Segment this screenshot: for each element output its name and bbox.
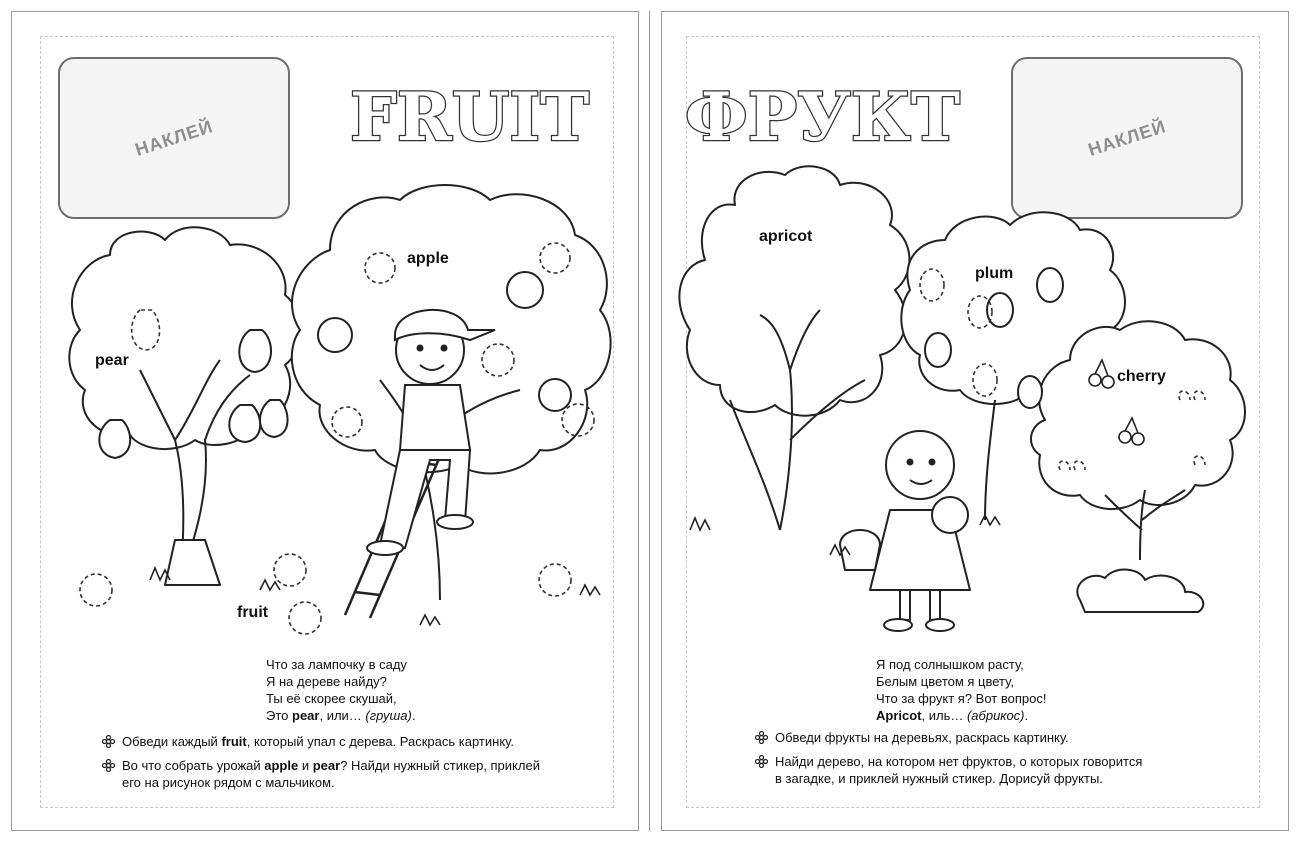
label-cherry: cherry [1117,368,1166,385]
pear-fruit [229,405,260,442]
plum-fruit [987,293,1013,327]
poem-line: Apricot, иль… (абрикос). [876,708,1029,723]
girl-leg [930,590,940,620]
dashed-apple [539,564,571,596]
task-item [753,753,1273,787]
poem-line: Ты её скорее скушай, [266,691,397,706]
illustration-garden [650,0,1300,650]
doll-head [932,497,968,533]
label-apple: apple [407,250,449,267]
task-text: Во что собрать урожай apple и pear? Найди нужный стикер, приклей его на рисунок рядом с мальчиком. [122,758,540,790]
task-item [753,729,1253,746]
plum-tree-trunk [985,400,995,520]
flower-bullet-icon [753,753,769,769]
dashed-apple [80,574,112,606]
label-fruit: fruit [237,604,269,621]
boy-shoe [367,541,403,555]
task-item [100,733,600,750]
label-pear: pear [95,352,129,369]
pear-tree-base [165,540,220,585]
apple-fruit [539,379,571,411]
plum-fruit [925,333,951,367]
sticker-label: НАКЛЕЙ [132,115,216,160]
poem-line: Что за лампочку в саду [266,657,407,672]
right-page [650,0,1300,843]
dashed-apple [289,602,321,634]
label-apricot: apricot [759,228,813,245]
task-item [100,757,600,791]
bush [1077,570,1203,612]
girl-head [886,431,954,499]
poem-line: Я под солнышком расту, [876,657,1024,672]
boy-body [400,385,470,450]
page-title-text: FRUIT [350,78,590,156]
girl-leg [900,590,910,620]
apple-fruit [318,318,352,352]
illustration-orchard [0,0,650,650]
pear-fruit [239,330,271,372]
flower-bullet-icon [100,757,116,773]
pear-fruit [99,420,130,458]
plum-fruit [1037,268,1063,302]
apple-fruit [507,272,543,308]
task-text: Обведи фрукты на деревьях, раскрась картинку. [775,730,1069,745]
poem-line: Что за фрукт я? Вот вопрос! [876,691,1047,706]
riddle-poem [266,656,415,724]
pear-fruit [260,400,288,437]
page-title-text: ФРУКТ [685,78,960,156]
flower-bullet-icon [100,733,116,749]
sticker-label: НАКЛЕЙ [1085,115,1169,160]
girl-shoe [884,619,912,631]
label-plum: plum [975,265,1014,282]
poem-line: Я на дереве найду? [266,674,387,689]
girl-shoe [926,619,954,631]
flower-bullet-icon [753,729,769,745]
plum-fruit [1018,376,1042,408]
boy-shoe [437,515,473,529]
task-text: Найди дерево, на котором нет фруктов, о которых говорится в загадке, и приклей нужный стикер. Дорисуй фрукты. [775,754,1143,786]
task-text: Обведи каждый fruit, который упал с дерева. Раскрась картинку. [122,734,514,749]
poem-line: Это pear, или… (груша). [266,708,416,723]
dashed-apple [274,554,306,586]
apricot-tree-canopy [679,166,909,415]
poem-line: Белым цветом я цвету, [876,674,1014,689]
riddle-poem [876,656,1046,724]
